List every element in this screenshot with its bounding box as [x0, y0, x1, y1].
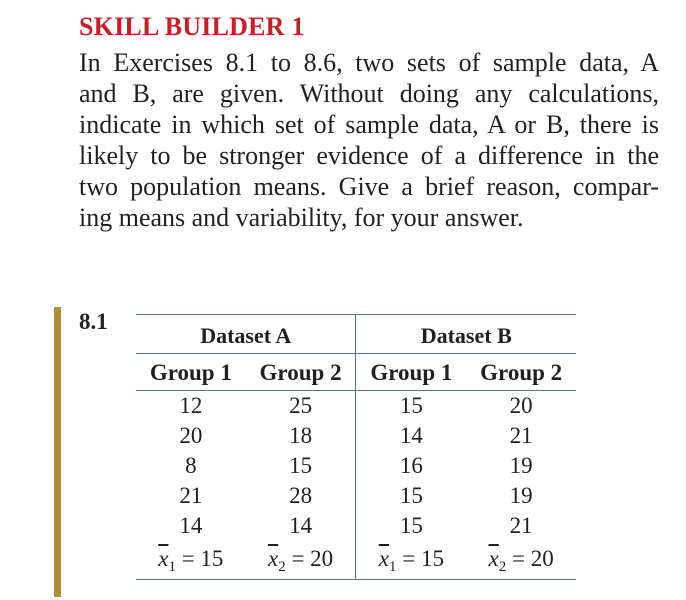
- table-cell: 8: [185, 453, 197, 478]
- table-cell: 25: [289, 393, 313, 418]
- instructions-line: two population means. Give a brief reason, compar-: [79, 172, 659, 201]
- mean-subscript: 2: [498, 559, 507, 575]
- dataset-b-header: Dataset B: [356, 315, 576, 354]
- table-cell: 14: [356, 421, 466, 451]
- table-row: [136, 451, 576, 481]
- dataset-header-row: [136, 315, 576, 354]
- x-bar-symbol: $\overline{x}$: [488, 546, 499, 571]
- mean-cell: [466, 541, 576, 580]
- table-cell: 21: [509, 513, 533, 538]
- table-row: [136, 511, 576, 541]
- mean-cell: [356, 541, 466, 580]
- mean-cell: [246, 541, 356, 580]
- section-heading: SKILL BUILDER 1: [79, 12, 305, 41]
- exercise-number: 8.1: [79, 309, 108, 334]
- mean-subscript: 1: [389, 559, 397, 575]
- table-cell: 21: [179, 483, 203, 508]
- table-cell: 15: [356, 511, 466, 541]
- table-cell: 21: [509, 423, 533, 448]
- group-header: Group 2: [466, 354, 576, 391]
- table-cell: 15: [356, 391, 466, 422]
- mean-value: = 20: [512, 546, 554, 571]
- table-cell: 20: [179, 423, 203, 448]
- instructions-line: ing means and variability, for your answer.: [79, 203, 524, 232]
- table-cell: 12: [179, 393, 203, 418]
- group-header: Group 2: [246, 354, 356, 391]
- instructions-line: In Exercises 8.1 to 8.6, two sets of sample data, A: [79, 48, 659, 77]
- sample-means-row: [136, 541, 576, 580]
- table-cell: 19: [509, 483, 533, 508]
- table-cell: 15: [356, 481, 466, 511]
- instructions-line: likely to be stronger evidence of a difference in the: [79, 141, 659, 170]
- dataset-a-header: Dataset A: [136, 315, 356, 354]
- instructions-line: indicate in which set of sample data, A or B, there is: [79, 110, 659, 139]
- x-bar-symbol: $\overline{x}$: [158, 546, 169, 571]
- table-cell: 20: [509, 393, 533, 418]
- table-cell: 18: [289, 423, 313, 448]
- table-row: [136, 481, 576, 511]
- x-bar-symbol: $\overline{x}$: [267, 546, 279, 571]
- mean-value: = 15: [181, 546, 224, 571]
- group-header: Group 1: [136, 354, 246, 391]
- table-row: [136, 421, 576, 451]
- table-cell: 14: [179, 513, 203, 538]
- exercise-margin-bar: [54, 307, 61, 597]
- mean-value: = 20: [291, 546, 334, 571]
- mean-subscript: 2: [278, 559, 286, 575]
- table-cell: 16: [356, 451, 466, 481]
- instructions-line: and B, are given. Without doing any calculations,: [79, 79, 659, 108]
- group-header-row: [136, 354, 576, 391]
- mean-value: = 15: [402, 546, 444, 571]
- table-cell: 28: [289, 483, 313, 508]
- mean-subscript: 1: [168, 559, 176, 575]
- sample-data-table: [136, 314, 576, 580]
- mean-cell: [136, 541, 246, 580]
- group-header: Group 1: [356, 354, 466, 391]
- table-cell: 14: [289, 513, 313, 538]
- table-cell: 15: [289, 453, 313, 478]
- table-row: [136, 391, 576, 422]
- x-bar-symbol: $\overline{x}$: [378, 546, 390, 571]
- instructions-paragraph: [79, 47, 659, 233]
- table-cell: 19: [509, 453, 533, 478]
